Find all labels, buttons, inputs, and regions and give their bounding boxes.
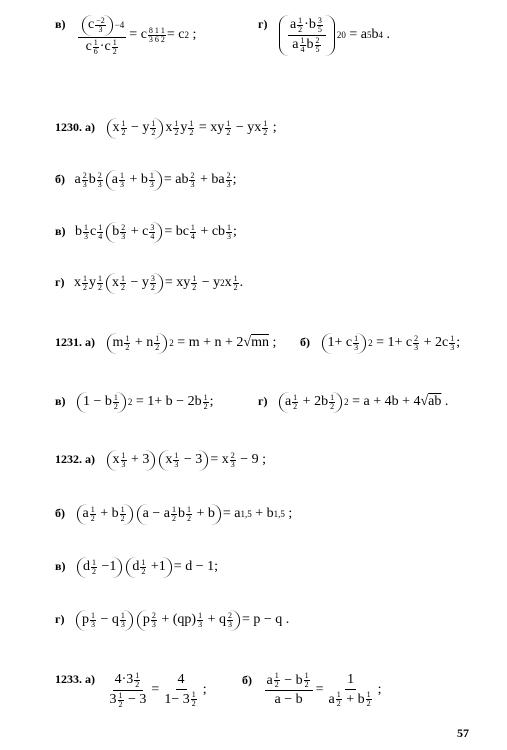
item-label: в) (55, 17, 66, 31)
expr-cell (55, 273, 243, 294)
item-label: в) (55, 559, 66, 573)
math-expression: a 1 2 + 2b 1 2 2 = a + 4b + 4√ ab . (277, 392, 448, 413)
math-expression: x 1 3 + 3 x 1 3 − 3 = x 2 3 − 9 ; (105, 450, 267, 471)
math-expression: 1+ c 1 3 2 = 1+ c 2 3 + 2c 1 3 ; (320, 333, 461, 354)
expr-cell (55, 504, 292, 525)
item-label: б) (55, 506, 65, 520)
math-expression: b 1 3 c 1 4 b 2 3 + c 3 4 = bc 1 4 + cb 1 3 ; (74, 222, 237, 241)
expr-cell (55, 170, 236, 191)
expr-cell (258, 392, 448, 413)
expr-cell (300, 333, 460, 354)
expr-cell (55, 222, 237, 243)
expr-cell (55, 333, 276, 354)
math-expression: c −2 3 −4 c 1 6 ·c 1 2 = c 8 1 1 3 6 2 = c 2 ; (75, 15, 196, 56)
expr-cell (55, 392, 213, 413)
math-expression: d 1 2 −1 d 1 2 +1 = d − 1; (75, 557, 218, 578)
item-label: в) (55, 224, 66, 238)
item-label: 1230. а) (55, 120, 95, 134)
expr-cell (55, 610, 289, 631)
math-expression: a 1 2 − b 1 2 a − b = 1 a 1 2 + b 1 2 ; (266, 671, 382, 708)
expr-cell (55, 15, 196, 56)
expr-cell (55, 672, 207, 709)
math-expression: x 1 2 y 1 2 x 1 2 − y 3 2 = xy 1 2 − y 2 x 1 2 . (73, 273, 244, 292)
math-expression: x 1 2 − y 1 2 x 1 2 y 1 2 = xy 1 2 − yx 1 2 ; (105, 118, 277, 139)
item-label: б) (300, 335, 310, 349)
math-expression: a 2 3 b 2 3 a 1 3 + b 1 3 = ab 2 3 + ba 2 3 ; (74, 170, 237, 189)
item-label: 1231. а) (55, 335, 95, 349)
item-label: г) (55, 612, 65, 626)
item-label: г) (258, 17, 268, 31)
item-label: г) (55, 275, 65, 289)
item-label: в) (55, 394, 66, 408)
item-label: 1233. а) (55, 672, 95, 686)
math-expression: a 1 2 ·b 3 5 a 1 4 b 2 5 20 = a 5 b 4 . (277, 15, 390, 56)
math-expression: p 1 3 − q 1 3 p 2 3 + (qp) 1 3 + q 2 3 = p − q . (74, 610, 289, 631)
math-expression: 1 − b 1 2 2 = 1+ b − 2b 1 2 ; (75, 392, 213, 413)
expr-cell (55, 557, 218, 578)
math-expression: 4·3 1 2 3 1 2 − 3 = 4 1− 3 1 2 ; (109, 670, 207, 709)
item-label: б) (242, 672, 252, 687)
item-label: г) (258, 394, 268, 408)
expr-cell (258, 15, 390, 56)
expr-cell (55, 118, 277, 139)
expr-cell (242, 672, 382, 708)
expr-cell (55, 450, 266, 471)
math-expression: a 1 2 + b 1 2 a − a 1 2 b 1 2 + b = a 1,5 + b 1,5 ; (75, 504, 293, 525)
item-label: б) (55, 172, 65, 186)
math-expression: m 1 2 + n 1 2 2 = m + n + 2√ mn ; (105, 333, 277, 354)
page-number: 57 (457, 726, 469, 740)
item-label: 1232. а) (55, 452, 95, 466)
